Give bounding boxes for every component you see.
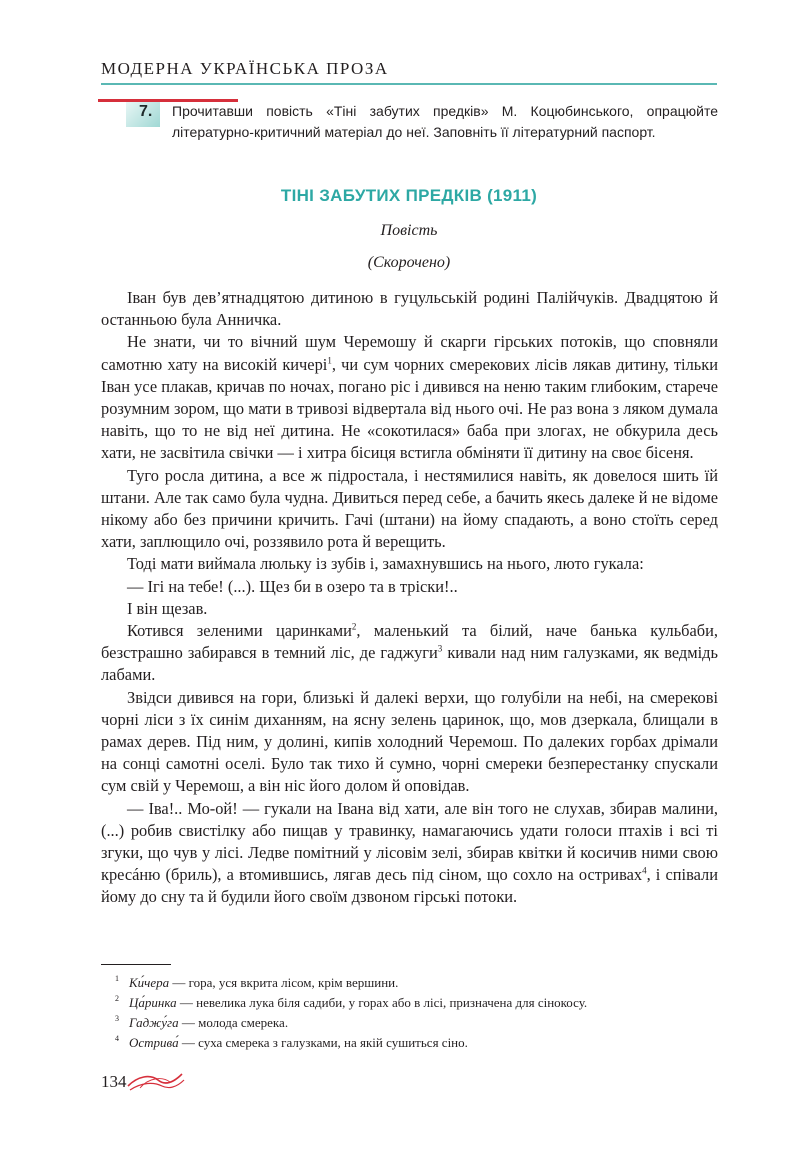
footnote-ref[interactable]: 4 (642, 865, 647, 876)
task-text: Прочитавши повість «Тіні забутих предків» М. Коцюбинського, опрацюйте літературно-критичний матеріал до неї. Заповніть її літературний паспорт. (172, 103, 718, 140)
paragraph: Тоді мати виймала люльку із зубів і, замахнувшись на нього, люто гукала: (127, 554, 644, 574)
footnote-divider (101, 964, 171, 965)
footnote-ref[interactable]: 1 (327, 355, 332, 366)
footnote-item: 4 Острива́ — суха смерека з галузками, на якій сушиться сіно. (115, 1034, 468, 1050)
work-genre: Повість (380, 222, 438, 239)
footnote-item: 3 Гаджу́га — молода смерека. (115, 1014, 289, 1030)
page-number: 134 (101, 1072, 127, 1091)
footnotes (101, 973, 718, 1053)
work-title: ТІНІ ЗАБУТИХ ПРЕДКІВ (1911) (280, 186, 538, 205)
footnote-ref[interactable]: 2 (351, 621, 357, 632)
paragraph: Котився зеленими царинками$^2$, маленький та білий, наче банька кульбаби, безстрашно забирався в темний ліс, де гаджуги$^3$ кивали над ним галузками, як ведмідь лабами. (101, 621, 718, 685)
paragraph: — Ігі на тебе! (...). Щез би в озеро та в тріски!.. (127, 576, 458, 596)
paragraph: — Іва!.. Мо-ой! — гукали на Івана від хати, але він того не слухав, збирав малини, (...) робив свистілку або пищав у травинку, намагаючись удати голоси птахів і всі ті згуки, що чув у лісі. Ледве помітний у лісовім зелі, збирав квітки й косичив ними свою кресáню (бриль), а втомившись, лягав десь під сіном, що сохло на остривах$^4$, і співали йому до сну та й будили його своїм дзвоном гірські потоки. (101, 798, 718, 907)
swirl-ornament-icon (126, 1068, 186, 1094)
header-divider (101, 83, 717, 85)
footnote-item: 1 Ки́чера — гора, уся вкрита лісом, крім вершини. (115, 974, 399, 990)
paragraph: І він щезав. (127, 598, 208, 618)
paragraph: Звідси дивився на гори, близькі й далекі верхи, що голубіли на небі, на смерекові чорні ліси з їх синім диханням, на ясну зелень царинок, що, мов дзеркала, блищали в рамах дерев. Під ним, у долині, кипів холодний Черемош. По далеких горбах дрімали на сонці самотні оселі. Було так тихо й сумно, чорні смереки безперестанку спускали сум свій у Черемош, а він ніс його долом й оповідав. (101, 687, 718, 796)
task-number: 7. (139, 103, 153, 120)
main-text (101, 287, 718, 909)
paragraph: Не знати, чи то вічний шум Черемошу й скарги гірських потоків, що сповняли самотню хату на високій кичері$^1$, чи сум чорних смерекових лісів лякав дитину, тільки Іван усе плакав, кричав по ночах, погано ріс і дивився на неню таким глибоким, старече розумним зором, що мати в тривозі відвертала від нього очі. Не раз вона з ляком думала навіть, що то не від неї дитина. Не «сокотилася» баба при злогах, не обкурила десь хати, не засвітила свічки — і хитра бісиця встигла обміняти її дитину на своє бісеня. (101, 332, 718, 463)
section-header: МОДЕРНА УКРАЇНСЬКА ПРОЗА (101, 59, 389, 78)
footnote-ref[interactable]: 3 (437, 643, 443, 654)
abridged-note: (Скорочено) (367, 254, 451, 271)
paragraph: Іван був дев’ятнадцятою дитиною в гуцульській родині Палійчуків. Двадцятою й останньою була Анничка. (101, 288, 718, 330)
footnote-item: 2 Ца́ринка — невелика лука біля садиби, у горах або в лісі, призначена для сінокосу. (115, 994, 588, 1010)
paragraph: Туго росла дитина, а все ж підростала, і нестямилися навіть, як довелося шить їй штани. Але так само була чудна. Дивиться перед себе, а бачить якесь далеке й не відоме нікому або без причини кричить. Гачі (штани) на йому спадають, а воно стоїть серед хати, заплющило очі, роззявило рота й верещить. (101, 465, 718, 552)
